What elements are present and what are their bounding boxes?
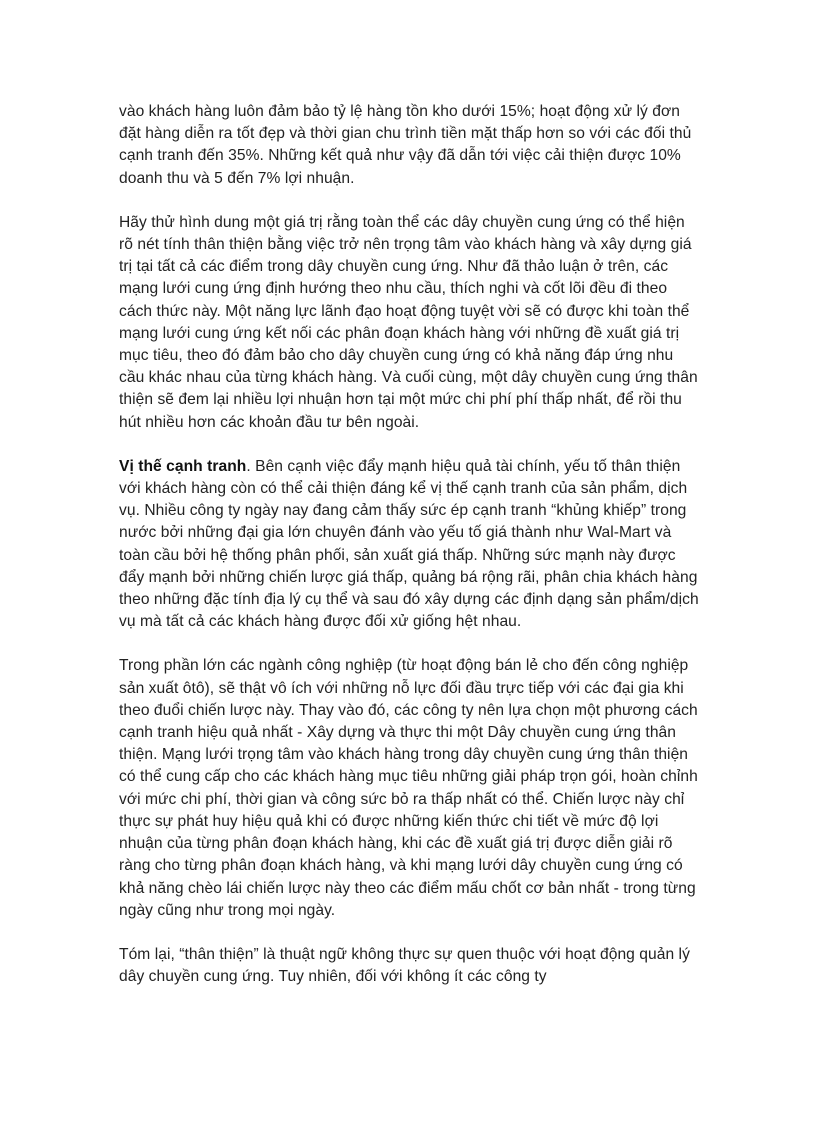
paragraph-4-text: Trong phần lớn các ngành công nghiệp (từ hoạt động bán lẻ cho đến công nghiệp sản xuất ôtô), sẽ thật vô ích với những nỗ lực đối đầu trực tiếp với các đại gia khi theo đuổi chiến lược này. Thay vào đó, các công ty nên lựa chọn một phương cách cạnh tranh hiệu quả nhất - Xây dựng và thực thi một Dây chuyền cung ứng thân thiện. Mạng lưới trọng tâm vào khách hàng trong dây chuyền cung ứng thân thiện có thể cung cấp cho các khách hàng mục tiêu những giải pháp trọn gói, hoàn chỉnh với mức chi phí, thời gian và công sức bỏ ra thấp nhất có thể. Chiến lược này chỉ thực sự phát huy hiệu quả khi có được những kiến thức chi tiết về mức độ lợi nhuận của từng phân đoạn khách hàng, khi các đề xuất giá trị được diễn giải rõ ràng cho từng phân đoạn khách hàng, và khi mạng lưới dây chuyền cung ứng có khả năng chèo lái chiến lược này theo các điểm mấu chốt cơ bản nhất - trong từng ngày cũng như trong mọi ngày. — [119, 657, 698, 919]
paragraph-2 — [119, 212, 699, 434]
paragraph-1-text: vào khách hàng luôn đảm bảo tỷ lệ hàng tồn kho dưới 15%; hoạt động xử lý đơn đặt hàng diễn ra tốt đẹp và thời gian chu trình tiền mặt thấp hơn so với các đối thủ cạnh tranh đến 35%. Những kết quả như vậy đã dẫn tới việc cải thiện được 10% doanh thu và 5 đến 7% lợi nhuận. — [119, 103, 692, 187]
paragraph-3-text: . Bên cạnh việc đẩy mạnh hiệu quả tài chính, yếu tố thân thiện với khách hàng còn có thể cải thiện đáng kể vị thế cạnh tranh của sản phẩm, dịch vụ. Nhiều công ty ngày nay đang cảm thấy sức ép cạnh tranh “khủng khiếp” trong nước bởi những đại gia lớn chuyên đánh vào yếu tố giá thành như Wal-Mart và toàn cầu bởi hệ thống phân phối, sản xuất giá thấp. Những sức mạnh này được đẩy mạnh bởi những chiến lược giá thấp, quảng bá rộng rãi, phân chia khách hàng theo những đặc tính địa lý cụ thể và sau đó xây dựng các định dạng sản phẩm/dịch vụ mà tất cả các khách hàng được đối xử giống hệt nhau. — [119, 457, 699, 631]
document-page — [119, 101, 699, 1010]
paragraph-1 — [119, 101, 699, 190]
paragraph-5 — [119, 944, 699, 988]
paragraph-5-text: Tóm lại, “thân thiện” là thuật ngữ không thực sự quen thuộc với hoạt động quản lý dây chuyền cung ứng. Tuy nhiên, đối với không ít các công ty — [119, 945, 690, 986]
paragraph-2-text: Hãy thử hình dung một giá trị rằng toàn thể các dây chuyền cung ứng có thể hiện rõ nét tính thân thiện bằng việc trở nên trọng tâm vào khách hàng và xây dựng giá trị tại tất cả các điểm trong dây chuyền cung ứng. Như đã thảo luận ở trên, các mạng lưới cung ứng định hướng theo nhu cầu, thích nghi và cốt lõi đều đi theo cách thức này. Một năng lực lãnh đạo hoạt động tuyệt vời sẽ có được khi toàn thể mạng lưới cung ứng kết nối các phân đoạn khách hàng với những đề xuất giá trị mục tiêu, theo đó đảm bảo cho dây chuyền cung ứng có khả năng đáp ứng nhu cầu khác nhau của từng khách hàng. Và cuối cùng, một dây chuyền cung ứng thân thiện sẽ đem lại nhiều lợi nhuận hơn tại một mức chi phí phí thấp nhất, để rồi thu hút nhiều hơn các khoản đầu tư bên ngoài. — [119, 213, 698, 431]
paragraph-3 — [119, 456, 699, 634]
paragraph-4 — [119, 655, 699, 921]
paragraph-3-heading: Vị thế cạnh tranh — [119, 457, 247, 475]
